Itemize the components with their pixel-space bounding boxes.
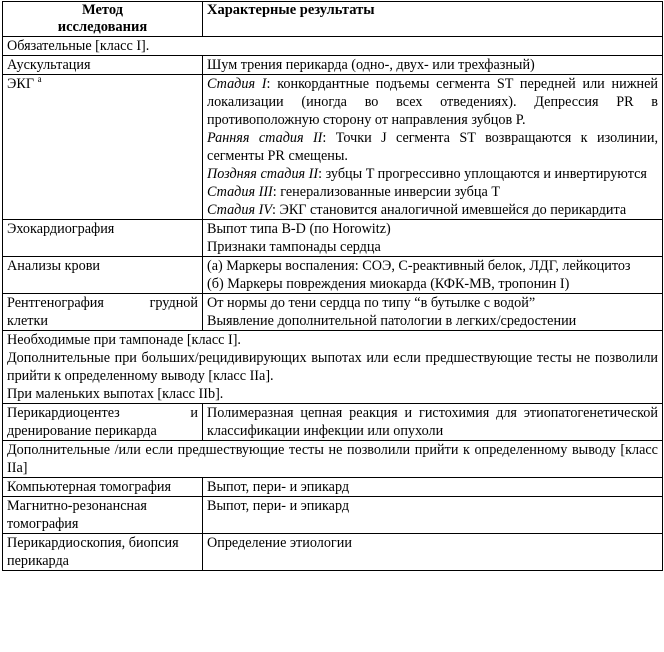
ecg-stage3-label: Стадия III: [207, 184, 273, 200]
table-row-echo: [3, 220, 663, 257]
section-tamponade-line1: Необходимые при тампонаде [класс I].: [7, 332, 241, 348]
ecg-stage2-late: [207, 165, 658, 183]
method-mri: Магнитно-резонансная томография: [3, 497, 203, 534]
table-row-pericardioscopy: [3, 534, 663, 571]
result-blood-1: (а) Маркеры воспаления: СОЭ, С-реактивный белок, ЛДГ, лейкоцитоз: [207, 258, 631, 274]
method-xray: Рентгенография грудной клетки: [3, 294, 203, 331]
ecg-stage4-text: : ЭКГ становится аналогичной имевшейся до перикардита: [271, 202, 627, 218]
ecg-stage4-label: Стадия IV: [207, 202, 272, 218]
section-mandatory: Обязательные [класс I].: [3, 37, 663, 56]
result-xray: [203, 294, 663, 331]
result-blood: [203, 257, 663, 294]
method-blood: Анализы крови: [3, 257, 203, 294]
section-row-additional: [3, 441, 663, 478]
ecg-stage3: [207, 183, 658, 201]
result-mri: Выпот, пери- и эпикард: [203, 497, 663, 534]
method-pericardioscopy: Перикардиоскопия, биопсия перикарда: [3, 534, 203, 571]
ecg-stage2-early-text: : Точки J сегмента ST возвращаются к изолинии, сегменты PR смещены.: [207, 130, 658, 164]
method-ecg: ЭКГ: [7, 76, 35, 92]
result-pericardioscopy: Определение этиологии: [203, 534, 663, 571]
ecg-stage4: [207, 201, 658, 219]
method-ecg-footnote: a: [37, 74, 42, 84]
header-method-line2: исследования: [57, 19, 148, 35]
table-row-pericardiocentesis: [3, 404, 663, 441]
table-row-ct: [3, 478, 663, 497]
result-ecg: [203, 75, 663, 220]
ecg-stage2-late-text: : зубцы T прогрессивно уплощаются и инвертируются: [318, 166, 647, 182]
table-row-xray: [3, 294, 663, 331]
section-tamponade: [3, 331, 663, 404]
method-ecg-cell: [3, 75, 203, 220]
result-ct: Выпот, пери- и эпикард: [203, 478, 663, 497]
header-results: Характерные результаты: [203, 2, 663, 37]
ecg-stage1: [207, 75, 658, 129]
method-ct: Компьютерная томография: [3, 478, 203, 497]
result-blood-2: (б) Маркеры повреждения миокарда (КФК-МВ, тропонин I): [207, 276, 570, 292]
ecg-stage2-early-label: Ранняя стадия II: [207, 130, 323, 146]
method-auscultation: Аускультация: [3, 56, 203, 75]
header-method-line1: Метод: [81, 2, 124, 18]
section-row-tamponade: [3, 331, 663, 404]
header-method: [3, 2, 203, 37]
method-pericardiocentesis: Перикардиоцентез и дренирование перикарда: [3, 404, 203, 441]
section-tamponade-line2: Дополнительные при больших/рецидивирующих выпотах или если предшествующие тесты не позволили прийти к определенному выводу [класс IIa].: [7, 350, 658, 384]
table-row-mri: [3, 497, 663, 534]
result-pericardiocentesis: Полимеразная цепная реакция и гистохимия для этиопатогенетической классификации инфекции или опухоли: [203, 404, 663, 441]
ecg-stage3-text: : генерализованные инверсии зубца T: [272, 184, 501, 200]
ecg-stage1-label: Стадия I: [207, 76, 267, 92]
result-echo-2: Признаки тампонады сердца: [207, 239, 381, 255]
table-row-blood: [3, 257, 663, 294]
result-xray-2: Выявление дополнительной патологии в легких/средостении: [207, 313, 577, 329]
table-row-ecg: [3, 75, 663, 220]
method-echo: Эхокардиография: [3, 220, 203, 257]
table-header-row: [3, 2, 663, 37]
section-tamponade-line3: При маленьких выпотах [класс IIb].: [7, 386, 224, 402]
section-additional: Дополнительные /или если предшествующие тесты не позволили прийти к определенному выводу [класс IIa]: [3, 441, 663, 478]
result-auscultation: Шум трения перикарда (одно-, двух- или трехфазный): [203, 56, 663, 75]
section-row-mandatory: [3, 37, 663, 56]
ecg-stage1-text: : конкордантные подъемы сегмента ST передней или нижней локализации (иногда во всех отведениях). Депрессия PR в противоположную сторону от направления зубцов P.: [207, 76, 658, 128]
result-xray-1: От нормы до тени сердца по типу “в бутылке с водой”: [207, 295, 536, 311]
result-echo: [203, 220, 663, 257]
diagnostics-table: [2, 1, 663, 571]
ecg-stage2-early: [207, 129, 658, 165]
ecg-stage2-late-label: Поздняя стадия II: [207, 166, 319, 182]
result-echo-1: Выпот типа B-D (по Horowitz): [207, 221, 391, 237]
table-row-auscultation: [3, 56, 663, 75]
